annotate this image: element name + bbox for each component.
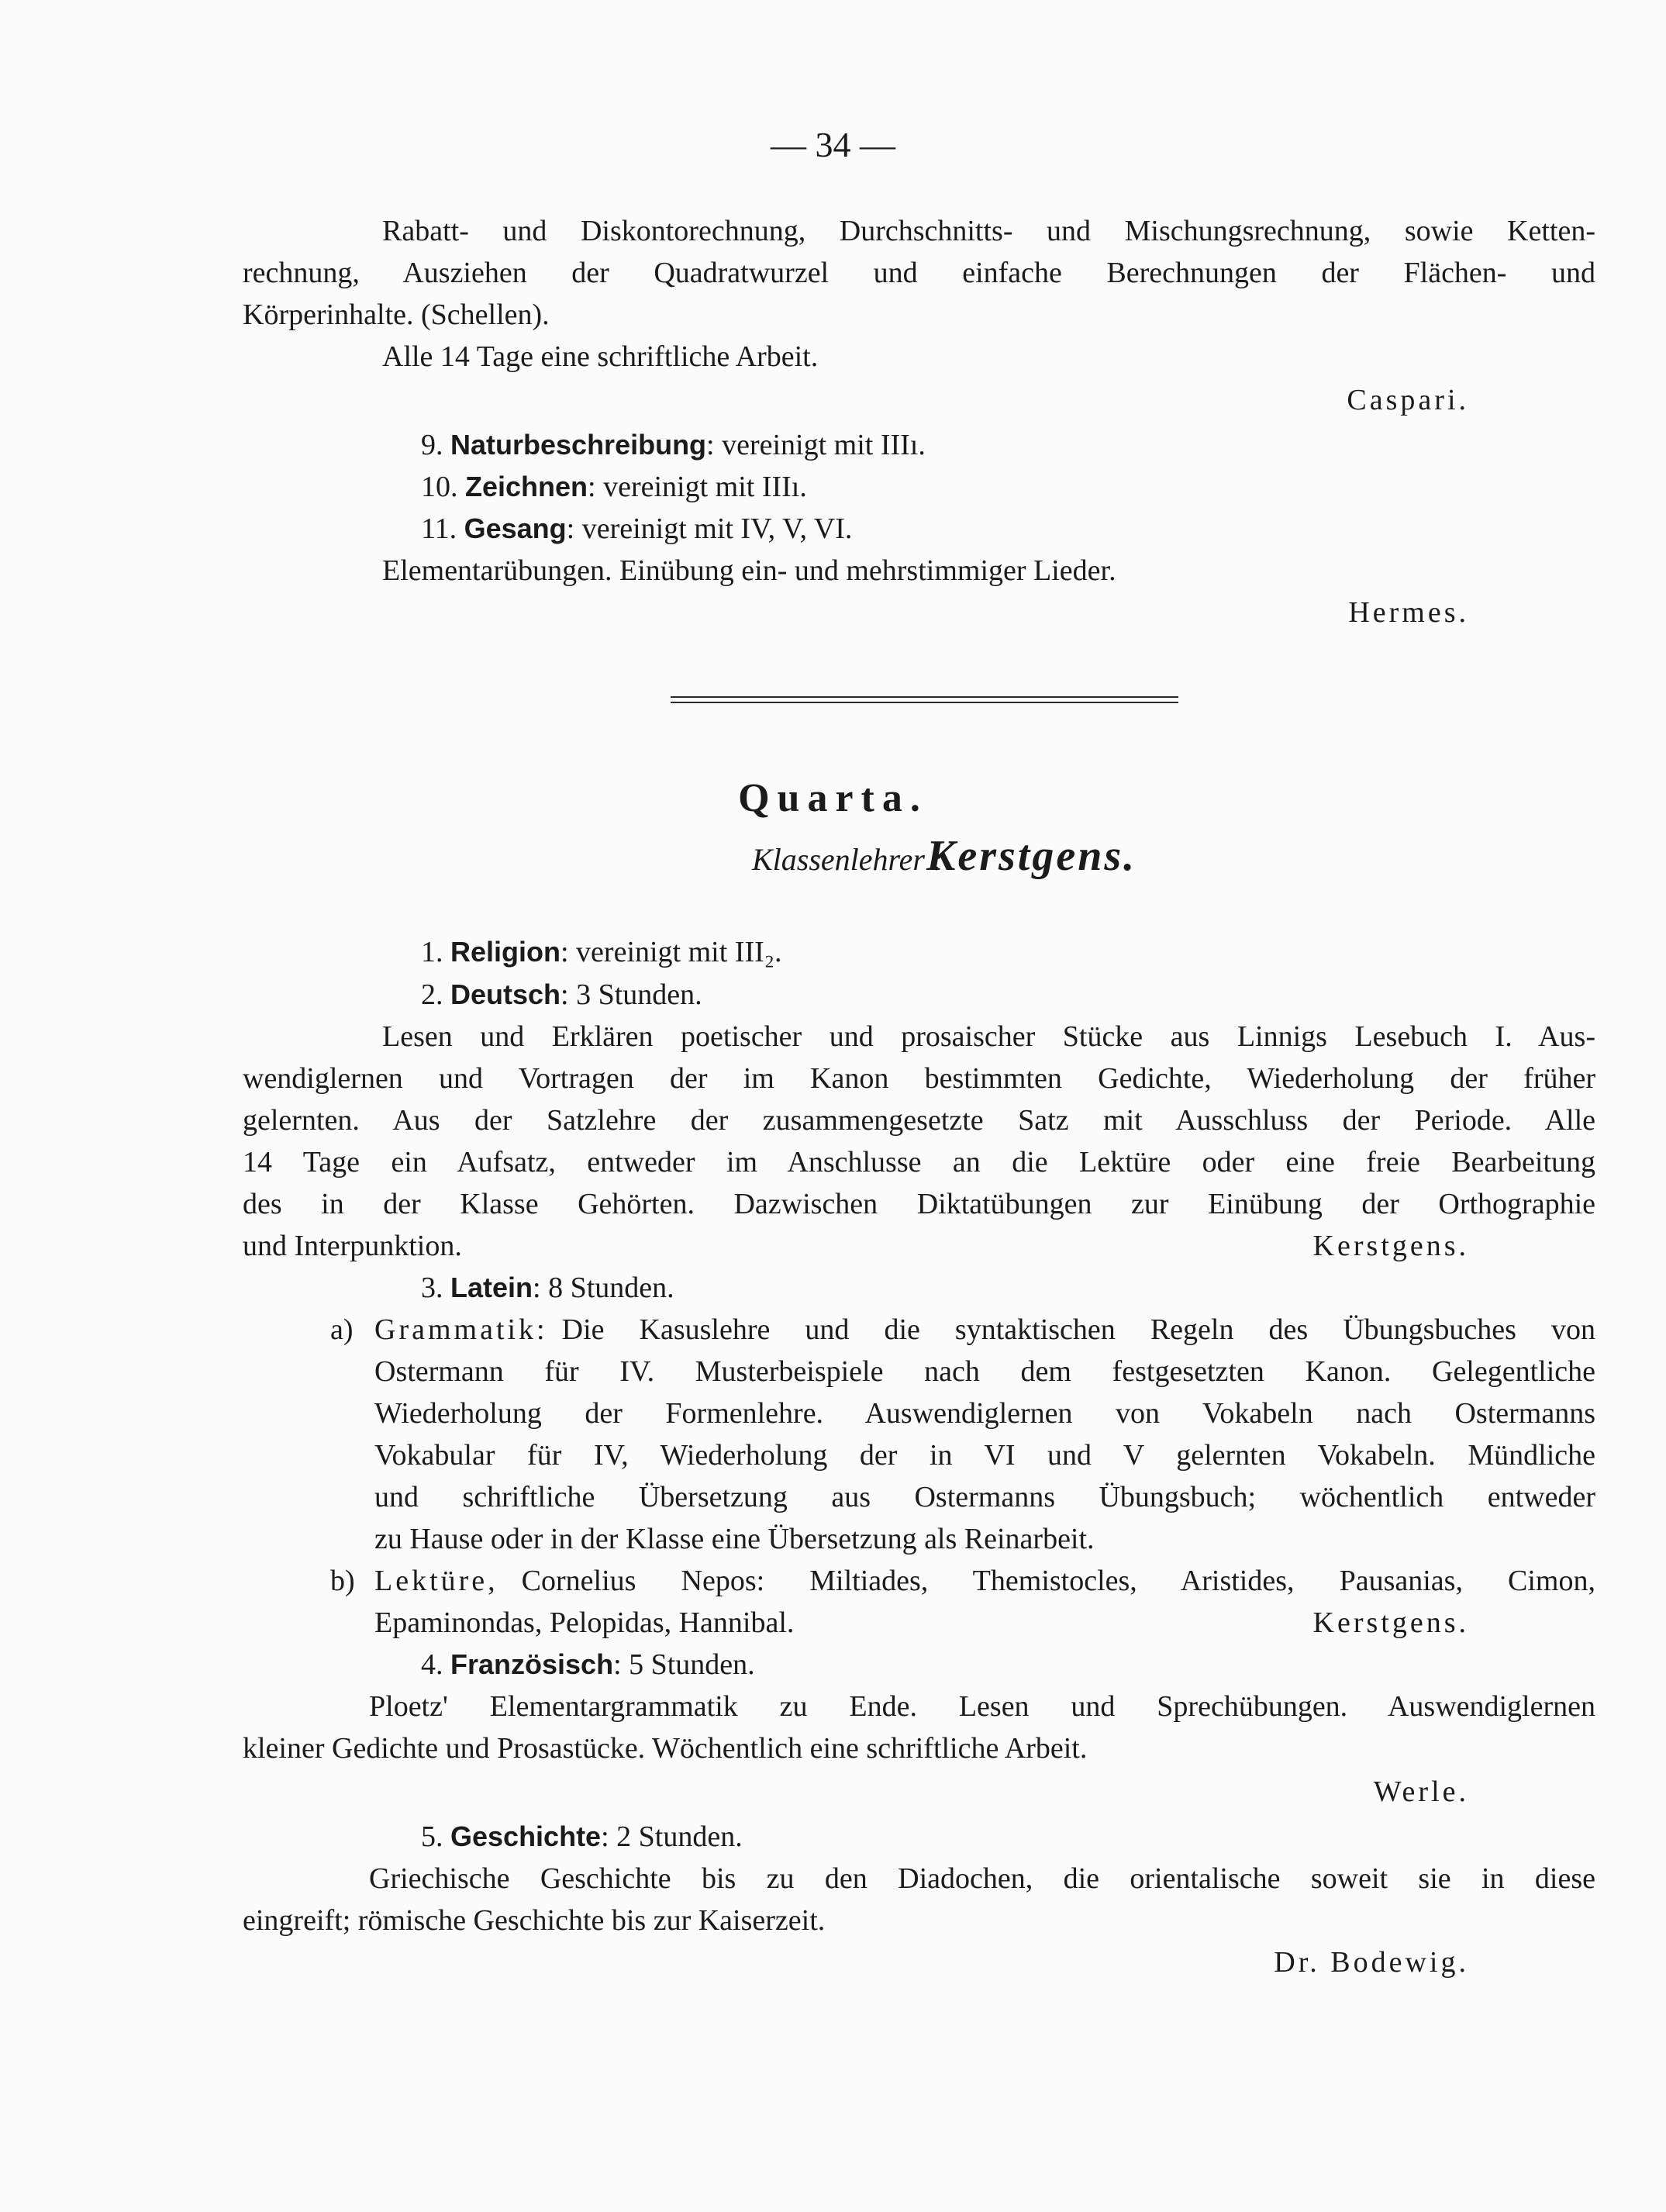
item-number: 9. — [421, 429, 443, 461]
latein-a-line-3: Wiederholung der Formenlehre. Auswendiglernen von Vokabeln nach Ostermanns — [374, 1397, 1595, 1430]
latein-a-last-line: zu Hause oder in der Klasse eine Übersetzung als Reinarbeit. — [374, 1523, 1095, 1555]
deutsch-line-2: wendiglernen und Vortragen der im Kanon bestimmten Gedichte, Wiederholung der früher — [243, 1062, 1595, 1095]
intro-line-1: Rabatt- und Diskontorechnung, Durchschnitts- und Mischungsrechnung, sowie Ketten- — [382, 215, 1595, 247]
latein-a-line-2: Ostermann für IV. Musterbeispiele nach dem festgesetzten Kanon. Gelegentliche — [374, 1355, 1595, 1388]
klassenlehrer-name: Kerstgens. — [926, 832, 1137, 880]
item-detail: : vereinigt mit IIIı. — [588, 471, 807, 503]
deutsch-line-4: 14 Tage ein Aufsatz, entweder im Anschlusse an die Lektüre oder eine freie Bearbeitung — [243, 1146, 1595, 1178]
item-franzoesisch — [421, 1644, 755, 1685]
page-number: — 34 — — [771, 125, 895, 164]
item-deutsch — [421, 975, 702, 1015]
item-number: 5. — [421, 1820, 443, 1853]
subject-heading: Zeichnen — [465, 471, 588, 502]
item-naturbeschreibung — [421, 425, 926, 465]
item-number: 2. — [421, 978, 443, 1011]
item-geschichte — [421, 1817, 743, 1857]
item-number: 11. — [421, 512, 457, 545]
deutsch-last-line: und Interpunktion. — [243, 1230, 462, 1262]
item-detail: : vereinigt mit IV, V, VI. — [566, 512, 853, 545]
latein-b-first-line — [374, 1561, 1595, 1601]
geschichte-teacher: Dr. Bodewig. — [1274, 1946, 1469, 1979]
subject-heading: Gesang — [464, 512, 567, 544]
geschichte-line-2: eingreift; römische Geschichte bis zur Kaiserzeit. — [243, 1904, 826, 1937]
intro-line-4: Alle 14 Tage eine schriftliche Arbeit. — [382, 340, 819, 373]
geschichte-line-1: Griechische Geschichte bis zu den Diadochen, die orientalische soweit sie in diese — [369, 1862, 1595, 1895]
item-detail: : 3 Stunden. — [561, 978, 702, 1011]
item-number: 4. — [421, 1648, 443, 1681]
subject-heading: Latein — [450, 1272, 533, 1303]
franzoesisch-line-2: kleiner Gedichte und Prosastücke. Wöchentlich eine schriftliche Arbeit. — [243, 1732, 1088, 1765]
latein-a-line-4: Vokabular für IV, Wiederholung der in VI und V gelernten Vokabeln. Mündliche — [374, 1439, 1595, 1472]
gesang-text: Elementarübungen. Einübung ein- und mehrstimmiger Lieder. — [382, 554, 1116, 587]
gesang-teacher: Hermes. — [1348, 596, 1469, 629]
grammatik-text: Die Kasuslehre und die syntaktischen Regeln des Übungsbuches von — [561, 1313, 1595, 1346]
latein-teacher: Kerstgens. — [1312, 1606, 1469, 1639]
subject-heading: Französisch — [450, 1648, 614, 1680]
item-latein — [421, 1268, 674, 1308]
divider-rule-bottom — [671, 702, 1178, 703]
intro-teacher: Caspari. — [1347, 384, 1469, 416]
intro-line-2: rechnung, Ausziehen der Quadratwurzel und einfache Berechnungen der Flächen- und — [243, 257, 1595, 289]
item-gesang — [421, 509, 852, 549]
latein-b-last-line: Epaminondas, Pelopidas, Hannibal. — [374, 1606, 795, 1639]
item-religion — [421, 932, 782, 972]
deutsch-line-5: des in der Klasse Gehörten. Dazwischen Diktatübungen zur Einübung der Orthographie — [243, 1188, 1595, 1220]
item-number: 1. — [421, 936, 443, 968]
item-detail: : 2 Stunden. — [601, 1820, 743, 1853]
franzoesisch-teacher: Werle. — [1373, 1775, 1469, 1808]
item-detail: : 5 Stunden. — [613, 1648, 755, 1681]
deutsch-teacher: Kerstgens. — [1312, 1230, 1469, 1262]
lektuere-key: Lektüre, — [374, 1565, 498, 1597]
latein-a-label: a) — [330, 1313, 354, 1346]
latein-a-first-line — [374, 1310, 1595, 1350]
deutsch-line-3: gelernten. Aus der Satzlehre der zusammengesetzte Satz mit Ausschluss der Periode. Alle — [243, 1104, 1595, 1137]
subject-heading: Religion — [450, 936, 561, 968]
grammatik-key: Grammatik: — [374, 1313, 548, 1346]
subject-heading: Deutsch — [450, 978, 561, 1010]
item-detail: : vereinigt mit III₂. — [561, 936, 782, 968]
intro-line-3: Körperinhalte. (Schellen). — [243, 298, 550, 331]
latein-a-line-5: und schriftliche Übersetzung aus Ostermanns Übungsbuch; wöchentlich entweder — [374, 1481, 1595, 1513]
deutsch-line-1: Lesen und Erklären poetischer und prosaischer Stücke aus Linnigs Lesebuch I. Aus- — [382, 1020, 1595, 1053]
subject-heading: Naturbeschreibung — [450, 429, 707, 461]
item-detail: : vereinigt mit IIIı. — [706, 429, 926, 461]
item-detail: : 8 Stunden. — [533, 1272, 674, 1304]
latein-b-label: b) — [330, 1565, 355, 1597]
klassenlehrer-label: Klassenlehrer : — [752, 842, 943, 877]
franzoesisch-line-1: Ploetz' Elementargrammatik zu Ende. Lesen und Sprechübungen. Auswendiglernen — [369, 1690, 1595, 1723]
item-zeichnen — [421, 467, 807, 507]
item-number: 3. — [421, 1272, 443, 1304]
item-number: 10. — [421, 471, 458, 503]
subject-heading: Geschichte — [450, 1820, 602, 1852]
divider-rule-top — [671, 696, 1178, 698]
class-title: Quarta. — [738, 776, 928, 820]
lektuere-text: Cornelius Nepos: Miltiades, Themistocles, Aristides, Pausanias, Cimon, — [521, 1565, 1595, 1597]
